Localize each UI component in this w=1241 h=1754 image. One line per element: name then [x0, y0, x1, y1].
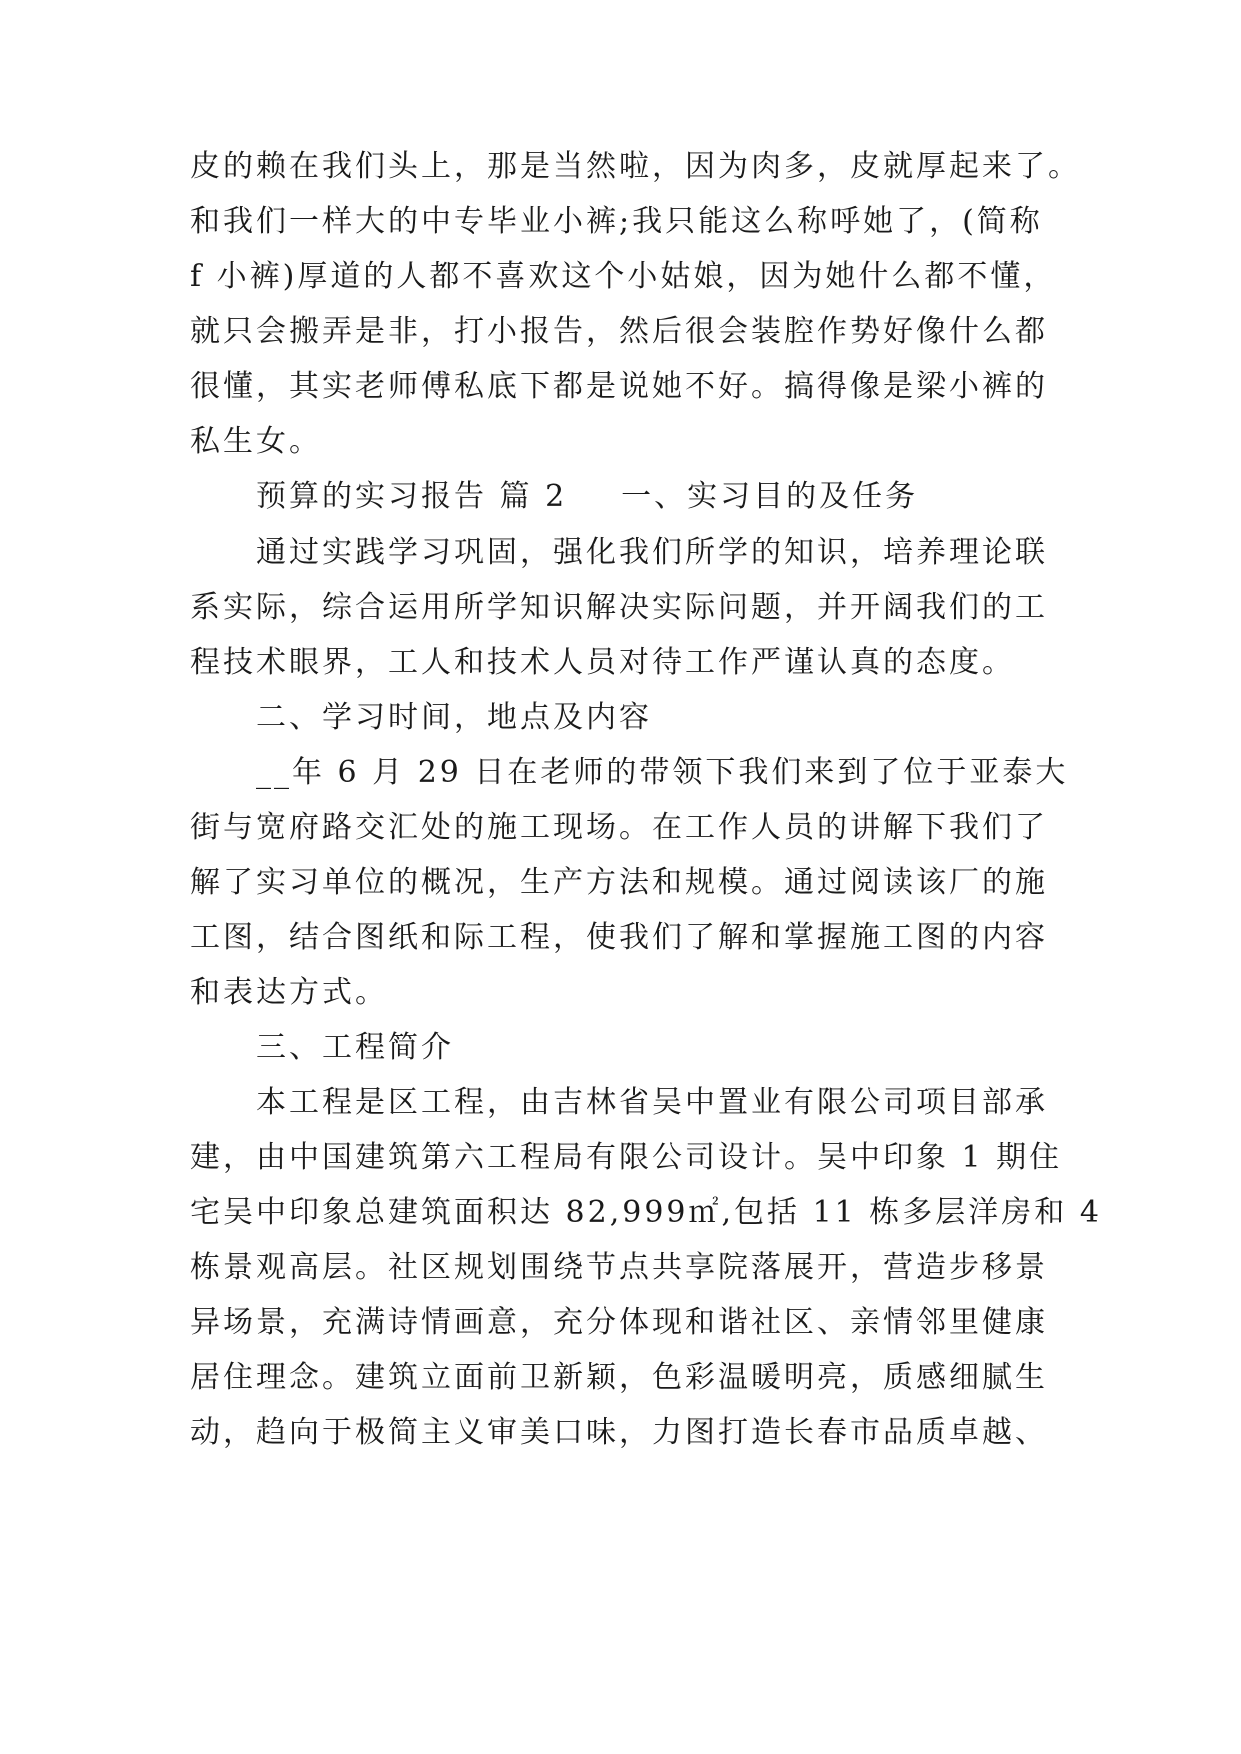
text-line: 街与宽府路交汇处的施工现场。在工作人员的讲解下我们了 — [190, 810, 1048, 845]
text-line: 建，由中国建筑第六工程局有限公司设计。吴中印象 1 期住 — [190, 1140, 1063, 1175]
text-line: 就只会搬弄是非，打小报告，然后很会装腔作势好像什么都 — [190, 314, 1048, 349]
text-line: f 小裤)厚道的人都不喜欢这个小姑娘，因为她什么都不懂， — [190, 259, 1057, 294]
section-heading — [256, 480, 1136, 514]
section-heading: 二、学习时间，地点及内容 — [256, 700, 652, 735]
section-heading: 三、工程简介 — [256, 1030, 454, 1065]
text-line: 系实际，综合运用所学知识解决实际问题，并开阔我们的工 — [190, 590, 1048, 625]
text-line: 私生女。 — [190, 424, 322, 459]
text-line: 程技术眼界，工人和技术人员对待工作严谨认真的态度。 — [190, 645, 1015, 680]
text-line: 通过实践学习巩固，强化我们所学的知识，培养理论联 — [256, 535, 1048, 570]
text-line: 栋景观高层。社区规划围绕节点共享院落展开，营造步移景 — [190, 1250, 1048, 1285]
text-line: 居住理念。建筑立面前卫新颖，色彩温暖明亮，质感细腻生 — [190, 1360, 1048, 1395]
text-line: 本工程是区工程，由吉林省吴中置业有限公司项目部承 — [256, 1085, 1048, 1120]
text-line: 宅吴中印象总建筑面积达 82,999㎡,包括 11 栋多层洋房和 4 — [190, 1195, 1102, 1230]
text-line: 和我们一样大的中专毕业小裤;我只能这么称呼她了，(简称 — [190, 204, 1043, 239]
heading-title: 预算的实习报告 篇 2 — [256, 479, 568, 514]
text-line: 动，趋向于极简主义审美口味，力图打造长春市品质卓越、 — [190, 1415, 1048, 1450]
text-line: __年 6 月 29 日在老师的带领下我们来到了位于亚泰大 — [256, 755, 1069, 790]
heading-subtitle: 一、实习目的及任务 — [621, 479, 919, 514]
text-line: 工图，结合图纸和际工程，使我们了解和掌握施工图的内容 — [190, 920, 1048, 955]
text-line: 皮的赖在我们头上，那是当然啦，因为肉多，皮就厚起来了。 — [190, 149, 1081, 184]
text-line: 和表达方式。 — [190, 975, 388, 1010]
text-line: 很懂，其实老师傅私底下都是说她不好。搞得像是梁小裤的 — [190, 369, 1048, 404]
text-line: 解了实习单位的概况，生产方法和规模。通过阅读该厂的施 — [190, 865, 1048, 900]
text-line: 异场景，充满诗情画意，充分体现和谐社区、亲情邻里健康 — [190, 1305, 1048, 1340]
